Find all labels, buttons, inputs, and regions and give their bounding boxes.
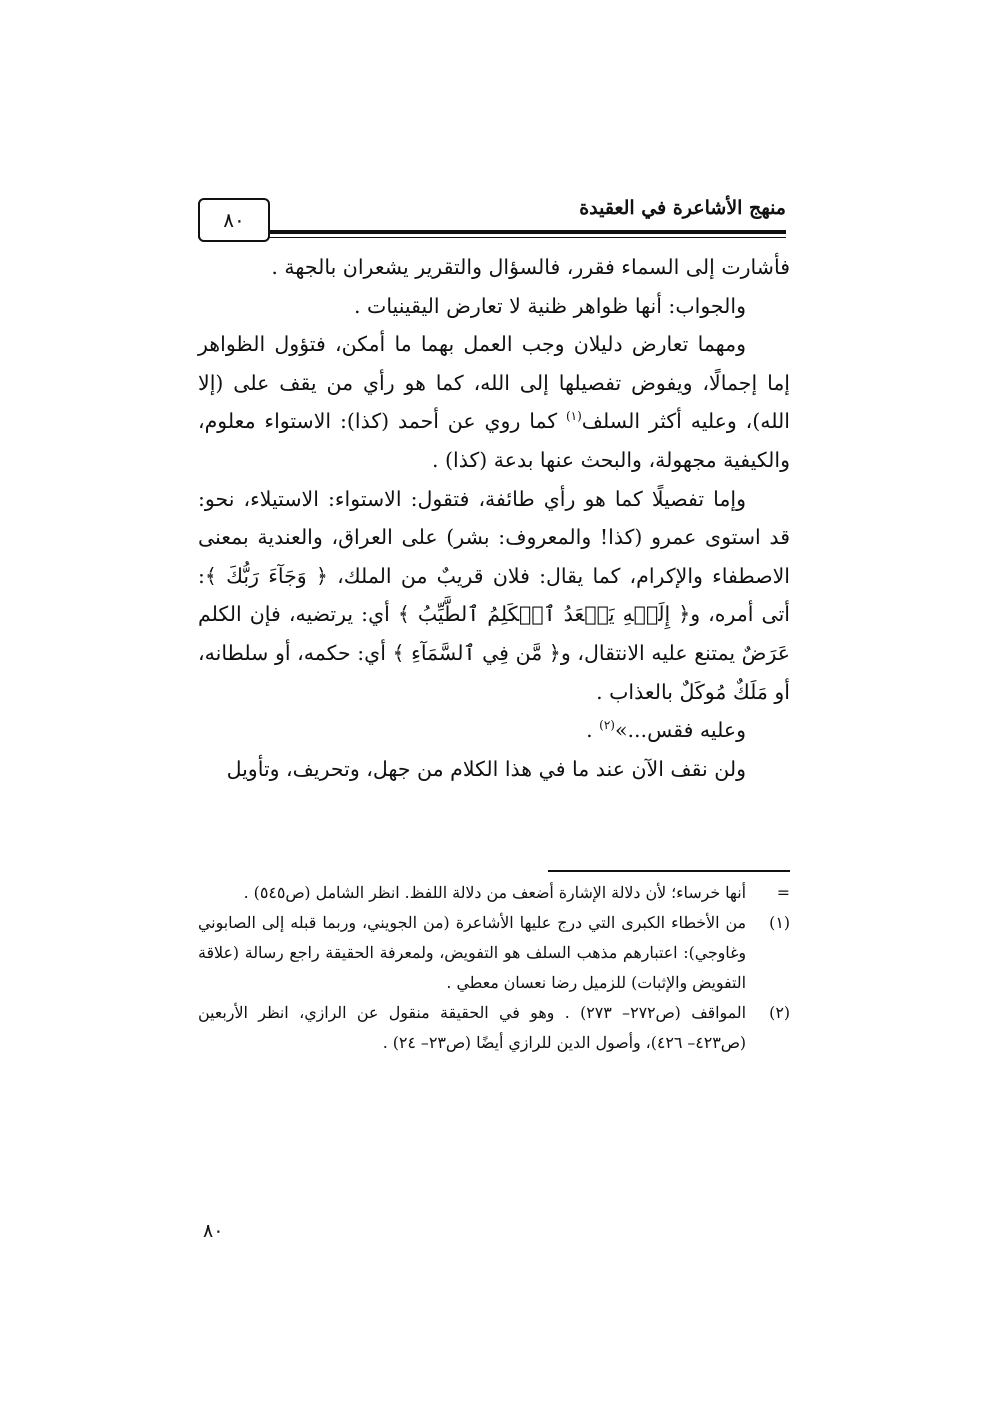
footnote-ref-2[interactable]: (٢) bbox=[599, 718, 615, 733]
paragraph-5 bbox=[198, 711, 790, 750]
footnote-continued bbox=[198, 878, 790, 908]
footnote-mark: (١) bbox=[769, 913, 790, 932]
footnote-ref-1[interactable]: (١) bbox=[565, 409, 582, 424]
page-number: ٨٠ bbox=[223, 208, 245, 232]
paragraph-3 bbox=[198, 325, 790, 479]
footnote-mark: (٢) bbox=[769, 1003, 790, 1022]
paragraph-3-text-cont: كما روي عن أحمد (كذا): الاستواء معلوم، والكيفية مجهولة، والبحث عنها بدعة (كذا) . bbox=[198, 409, 790, 472]
page-number-box bbox=[198, 198, 270, 242]
footnote-text: أنها خرساء؛ لأن دلالة الإشارة أضعف من دلالة اللفظ. انظر الشامل (ص٥٤٥) . bbox=[243, 883, 746, 902]
header-rule-thin bbox=[198, 237, 786, 238]
footnote-2 bbox=[198, 998, 790, 1058]
footnotes bbox=[198, 878, 790, 1058]
page-folio: ٨٠ bbox=[203, 1220, 224, 1242]
footnote-divider bbox=[548, 870, 790, 872]
page-header bbox=[198, 195, 790, 245]
main-text bbox=[198, 248, 790, 788]
footnote-text: من الأخطاء الكبرى التي درج عليها الأشاعرة (من الجويني، وربما قبله إلى الصابوني وغاوجي): اعتبارهم مذهب السلف هو التفويض، ولمعرفة الحقيقة راجع رسالة (علاقة التفويض والإثبات) للزميل رضا نعسان معطي . bbox=[198, 913, 746, 992]
paragraph-2: والجواب: أنها ظواهر ظنية لا تعارض اليقينيات . bbox=[353, 293, 746, 318]
footnote-text: المواقف (ص٢٧٢– ٢٧٣) . وهو في الحقيقة منقول عن الرازي، انظر الأربعين (ص٤٢٣– ٤٢٦)، وأصول الدين للرازي أيضًا (ص٢٣– ٢٤) . bbox=[198, 1003, 747, 1052]
paragraph-5-end: . bbox=[586, 718, 600, 743]
paragraph-6: ولن نقف الآن عند ما في هذا الكلام من جهل، وتحريف، وتأويل bbox=[226, 756, 746, 781]
book-title: منهج الأشاعرة في العقيدة bbox=[579, 197, 786, 219]
paragraph-4: وإما تفصيلًا كما هو رأي طائفة، فتقول: الاستواء: الاستيلاء، نحو: قد استوى عمرو (كذا! والمعروف: بشر) على العراق، والعندية بمعنى الاصطفاء والإكرام، كما يقال: فلان قريبٌ من الملك، ﴿ وَجَآءَ رَبُّكَ ﴾: أتى أمره، و﴿ إِلَيۡهِ يَصۡعَدُ ٱلۡكَلِمُ ٱلطَّيِّبُ ﴾ أي: يرتضيه، فإن الكلم عَرَضٌ يمتنع عليه الانتقال، و﴿ مَّن فِي ٱلسَّمَآءِ ﴾ أي: حكمه، أو سلطانه، أو مَلَكٌ مُوكَلٌ بالعذاب . bbox=[198, 486, 790, 704]
footnote-mark: = bbox=[776, 883, 790, 902]
header-rule-thick bbox=[198, 230, 786, 234]
paragraph-3-text: ومهما تعارض دليلان وجب العمل بهما ما أمكن، فتؤول الظواهر إما إجمالًا، ويفوض تفصيلها إلى الله، كما هو رأي من يقف على (إلا الله)، وعليه أكثر السلف bbox=[198, 332, 791, 434]
paragraph-1: فأشارت إلى السماء فقرر، فالسؤال والتقرير يشعران بالجهة . bbox=[271, 255, 790, 279]
footnote-1 bbox=[198, 908, 790, 998]
paragraph-5-text: وعليه فقس...» bbox=[614, 718, 746, 743]
